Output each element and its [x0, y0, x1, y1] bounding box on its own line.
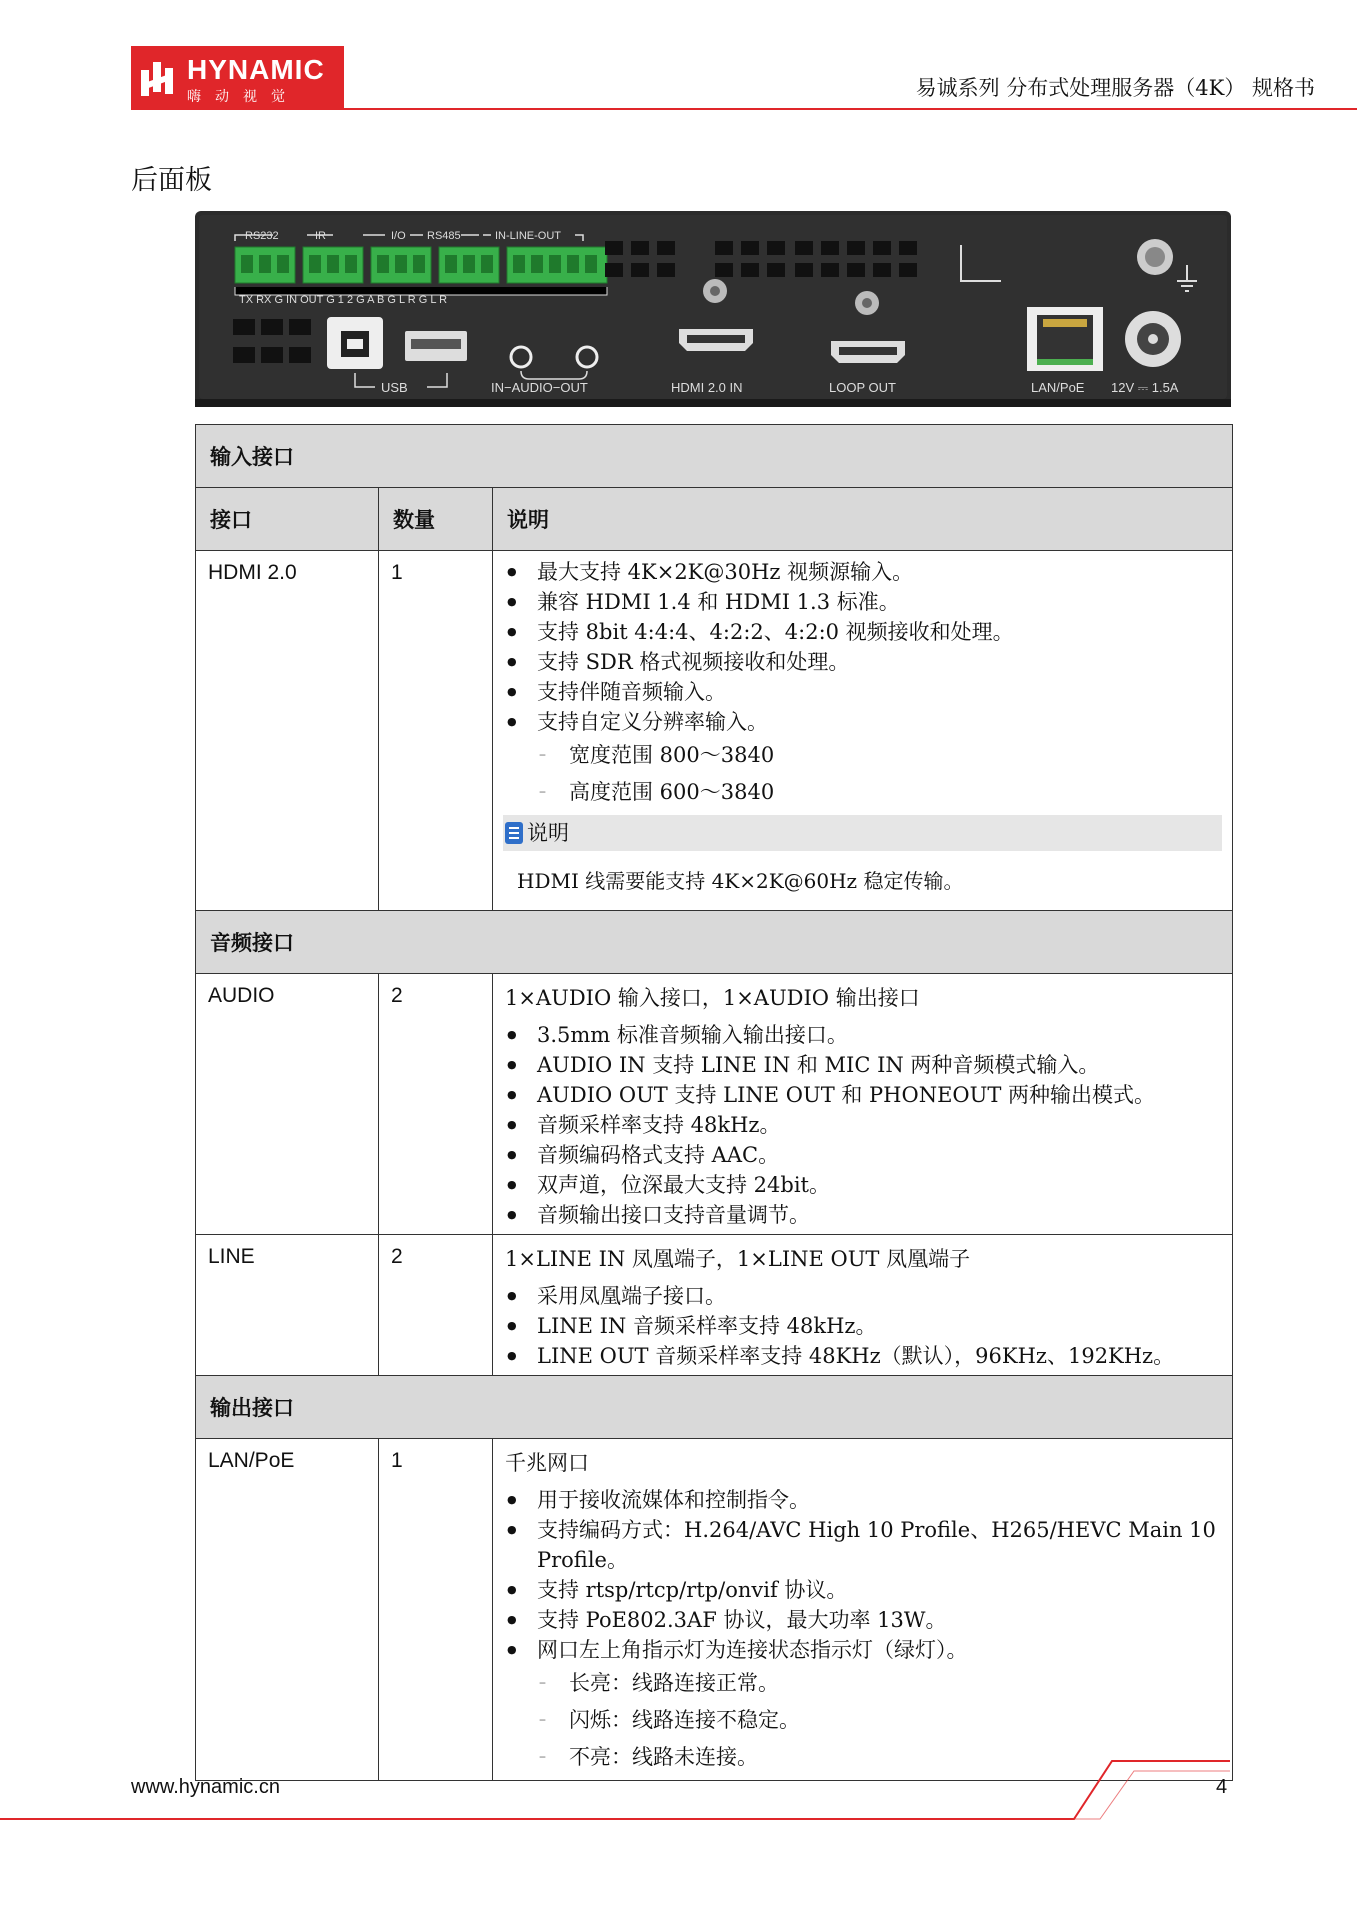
- section-row-input: [196, 425, 1233, 488]
- section-output-title: 输出接口: [196, 1376, 1233, 1439]
- table-row-hdmi: [196, 551, 1233, 911]
- footer-url[interactable]: www.hynamic.cn: [131, 1776, 280, 1798]
- header-divider: [131, 108, 1357, 110]
- table-row-lan: [196, 1439, 1233, 1781]
- section-audio-title: 音频接口: [196, 911, 1233, 974]
- bullet-list: [503, 1485, 1222, 1665]
- list-item: ● 网口左上角指示灯为连接状态指示灯（绿灯）。: [503, 1635, 1222, 1665]
- port-name: LAN/PoE: [196, 1439, 379, 1781]
- list-item: ● 音频输出接口支持音量调节。: [503, 1200, 1222, 1230]
- col-qty-header: 数量: [379, 488, 493, 551]
- brand-subtitle: 嗨动视觉: [187, 89, 299, 105]
- list-item: ● 支持自定义分辨率输入。: [503, 707, 1222, 737]
- label-loop-out: LOOP OUT: [829, 380, 896, 395]
- bullet-list: [503, 1020, 1222, 1230]
- port-description: [493, 1235, 1233, 1376]
- port-description: [493, 1439, 1233, 1781]
- list-item: ● 兼容 HDMI 1.4 和 HDMI 1.3 标准。: [503, 587, 1222, 617]
- note-label: 说明: [527, 821, 569, 845]
- list-item: ● AUDIO IN 支持 LINE IN 和 MIC IN 两种音频模式输入。: [503, 1050, 1222, 1080]
- bullet-list: [503, 1281, 1222, 1371]
- port-description: [493, 974, 1233, 1235]
- label-rs485: RS485: [427, 230, 461, 242]
- label-power: 12V ⎓ 1.5A: [1111, 380, 1179, 395]
- pin-labels: TX RX G IN OUT G 1 2 G A B G L R G L R: [239, 294, 448, 306]
- col-desc-header: 说明: [493, 488, 1233, 551]
- label-ir: IR: [315, 230, 326, 242]
- ground-screw-icon: [1137, 239, 1173, 275]
- label-io: I/O: [391, 230, 406, 242]
- logo-mark-icon: [139, 56, 179, 100]
- list-item: ● 用于接收流媒体和控制指令。: [503, 1485, 1222, 1515]
- port-description: [493, 551, 1233, 911]
- brand-name: HYNAMIC: [187, 54, 325, 85]
- label-lan: LAN/PoE: [1031, 380, 1085, 395]
- list-item: – 长亮：线路连接正常。: [503, 1665, 1222, 1702]
- port-qty: 1: [379, 1439, 493, 1781]
- note-text: HDMI 线需要能支持 4K×2K@60Hz 稳定传输。: [517, 869, 964, 893]
- note-icon: [505, 822, 523, 844]
- list-item: ● LINE OUT 音频采样率支持 48KHz（默认），96KHz、192KHz。: [503, 1341, 1222, 1371]
- list-item: ● 音频采样率支持 48kHz。: [503, 1110, 1222, 1140]
- brand-logo: [131, 46, 344, 110]
- note-header: [503, 815, 1222, 851]
- port-name: LINE: [196, 1235, 379, 1376]
- list-item: – 闪烁：线路连接不稳定。: [503, 1702, 1222, 1739]
- section-title: 后面板: [131, 165, 212, 196]
- port-name: HDMI 2.0: [196, 551, 379, 911]
- label-in-line-out: IN-LINE-OUT: [495, 230, 561, 242]
- port-intro: 1×AUDIO 输入接口，1×AUDIO 输出接口: [505, 986, 920, 1010]
- list-item: ● 最大支持 4K×2K@30Hz 视频源输入。: [503, 557, 1222, 587]
- list-item: ● 支持伴随音频输入。: [503, 677, 1222, 707]
- list-item: ● 支持 PoE802.3AF 协议，最大功率 13W。: [503, 1605, 1222, 1635]
- port-name: AUDIO: [196, 974, 379, 1235]
- header-row: [196, 488, 1233, 551]
- port-qty: 2: [379, 974, 493, 1235]
- port-intro: 1×LINE IN 凤凰端子，1×LINE OUT 凤凰端子: [505, 1247, 971, 1271]
- spec-table: [195, 424, 1233, 1781]
- list-item: ● 支持 8bit 4:4:4、4:2:2、4:2:0 视频接收和处理。: [503, 617, 1222, 647]
- list-item: ● 支持编码方式：H.264/AVC High 10 Profile、H265/HEVC Main 10 Profile。: [503, 1515, 1222, 1575]
- port-qty: 2: [379, 1235, 493, 1376]
- port-qty: 1: [379, 551, 493, 911]
- table-row-audio: [196, 974, 1233, 1235]
- label-hdmi-in: HDMI 2.0 IN: [671, 380, 743, 395]
- col-port-header: 接口: [196, 488, 379, 551]
- list-item: ● 支持 rtsp/rtcp/rtp/onvif 协议。: [503, 1575, 1222, 1605]
- list-item: – 不亮：线路未连接。: [503, 1739, 1222, 1776]
- table-row-line: [196, 1235, 1233, 1376]
- list-item: ● 音频编码格式支持 AAC。: [503, 1140, 1222, 1170]
- section-row-audio: [196, 911, 1233, 974]
- list-item: ● AUDIO OUT 支持 LINE OUT 和 PHONEOUT 两种输出模式。: [503, 1080, 1222, 1110]
- list-item: ● 支持 SDR 格式视频接收和处理。: [503, 647, 1222, 677]
- list-item: ● LINE IN 音频采样率支持 48kHz。: [503, 1311, 1222, 1341]
- bullet-list: [503, 557, 1222, 737]
- section-row-output: [196, 1376, 1233, 1439]
- port-intro: 千兆网口: [505, 1451, 589, 1475]
- list-item: – 宽度范围 800～3840: [503, 737, 1222, 774]
- label-usb: USB: [381, 380, 408, 395]
- list-item: ● 3.5mm 标准音频输入输出接口。: [503, 1020, 1222, 1050]
- rear-panel-image: [195, 211, 1231, 407]
- sub-list: [503, 737, 1222, 811]
- page-number: 4: [1216, 1776, 1228, 1798]
- list-item: – 高度范围 600～3840: [503, 774, 1222, 811]
- screw-icon: [703, 279, 727, 303]
- list-item: ● 采用凤凰端子接口。: [503, 1281, 1222, 1311]
- document-title: 易诚系列 分布式处理服务器（4K） 规格书: [915, 76, 1315, 100]
- section-input-title: 输入接口: [196, 425, 1233, 488]
- label-audio: IN−AUDIO−OUT: [491, 380, 588, 395]
- label-rs232: RS232: [245, 230, 279, 242]
- list-item: ● 双声道，位深最大支持 24bit。: [503, 1170, 1222, 1200]
